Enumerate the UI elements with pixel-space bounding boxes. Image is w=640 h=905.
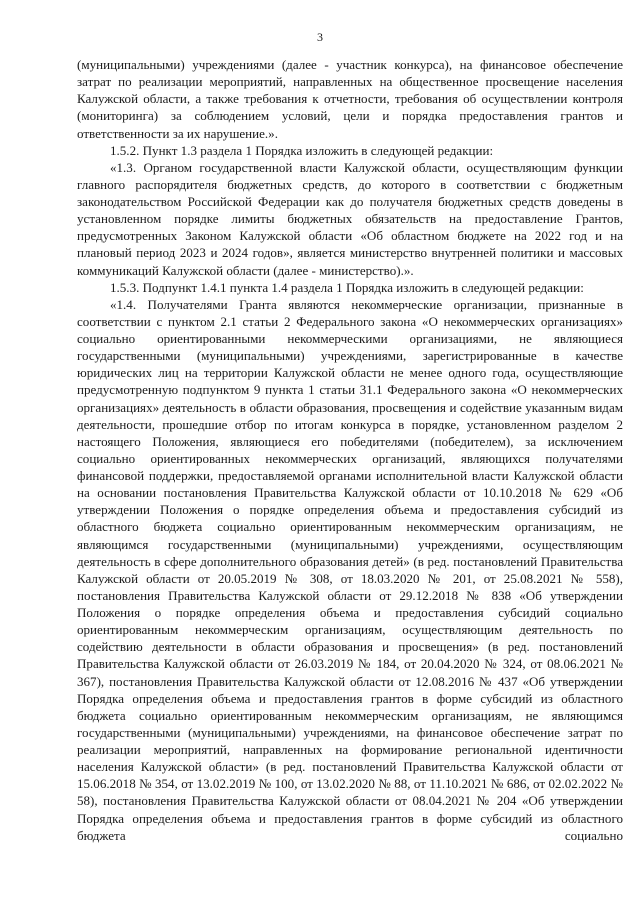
paragraph-item-1-5-3: 1.5.3. Подпункт 1.4.1 пункта 1.4 раздела 1 Порядка изложить в следующей редакции: — [110, 279, 584, 295]
paragraph-continuation: (муниципальными) учреждениями (далее - участник конкурса), на финансовое обеспечение затрат по реализации мероприятий, направленных на общественное просвещение населения Калужской области, а также требования к отчетности, требования об осуществлении контроля (мониторинга) за соблюдением условий, цели и порядка предоставления грантов и ответственности за их нарушение.». — [77, 57, 623, 141]
paragraph-clause-1-4: «1.4. Получателями Гранта являются некоммерческие организации, признанные в соответствии с пунктом 2.1 статьи 2 Федерального закона «О некоммерческих организациях» социально ориентированными некоммерческими организациями, не являющиеся государственными (муниципальными) учреждениями, зарегистрированные в качестве юридических лиц на территории Калужской области не менее одного года, осуществляющие предусмотренную подпунктом 9 пункта 1 статьи 31.1 Федерального закона «О некоммерческих организациях» деятельность в области образования, просвещения и содействие указанным видам деятельности, прошедшие отбор по итогам конкурса в порядке, установленном разделом 2 настоящего Положения, являющиеся его победителями (победителем), за исключением социально ориентированных некоммерческих организаций, являющихся получателями финансовой поддержки, предоставляемой органами исполнительной власти Калужской области на основании постановления Правительства Калужской области от 10.10.2018 № 629 «Об утверждении Положения о порядке определения объема и предоставления субсидий из областного бюджета социально ориентированным некоммерческим организациям, не являющимся государственными (муниципальными) учреждениями, осуществляющим деятельность в сфере дополнительного образования детей» (в ред. постановлений Правительства Калужской области от 20.05.2019 № 308, от 18.03.2020 № 201, от 25.08.2021 № 558), постановления Правительства Калужской области от 29.12.2018 № 838 «Об утверждении Положения о порядке определения объема и предоставления субсидий социально ориентированным некоммерческим организациям, осуществляющим деятельность по содействию деятельности в области образования и просвещения» (в ред. постановлений Правительства Калужской области от 26.03.2019 № 184, от 20.04.2020 № 324, от 08.06.2021 № 367), постановления Правительства Калужской области от 12.08.2016 № 437 «Об утверждении Порядка определения объема и предоставления грантов в форме субсидий из областного бюджета социально ориентированным некоммерческим организациям, не являющимся государственными (муниципальными) учреждениями, на финансовое обеспечение затрат по реализации мероприятий, направленных на формирование региональной идентичности населения Калужской области» (в ред. постановлений Правительства Калужской области от 15.06.2018 № 354, от 13.02.2019 № 100, от 13.02.2020 № 88, от 11.10.2021 № 686, от 02.02.2022 № 58), постановления Правительства Калужской области от 08.04.2021 № 204 «Об утверждении Порядка определения объема и предоставления грантов в форме субсидий из областного бюджета социально — [77, 296, 623, 843]
paragraph-clause-1-3: «1.3. Органом государственной власти Калужской области, осуществляющим функции главного распорядителя бюджетных средств, до которого в соответствии с бюджетным законодательством Российской Федерации как до получателя бюджетных средств доведены в установленном порядке лимиты бюджетных обязательств на предоставление Грантов, предусмотренных Законом Калужской области «Об областном бюджете на 2022 год и на плановый период 2023 и 2024 годов», является министерство внутренней политики и массовых коммуникаций Калужской области (далее - министерство).». — [77, 159, 623, 278]
document-body — [77, 56, 623, 844]
page-number: 3 — [317, 30, 323, 44]
paragraph-item-1-5-2: 1.5.2. Пункт 1.3 раздела 1 Порядка изложить в следующей редакции: — [110, 142, 494, 158]
